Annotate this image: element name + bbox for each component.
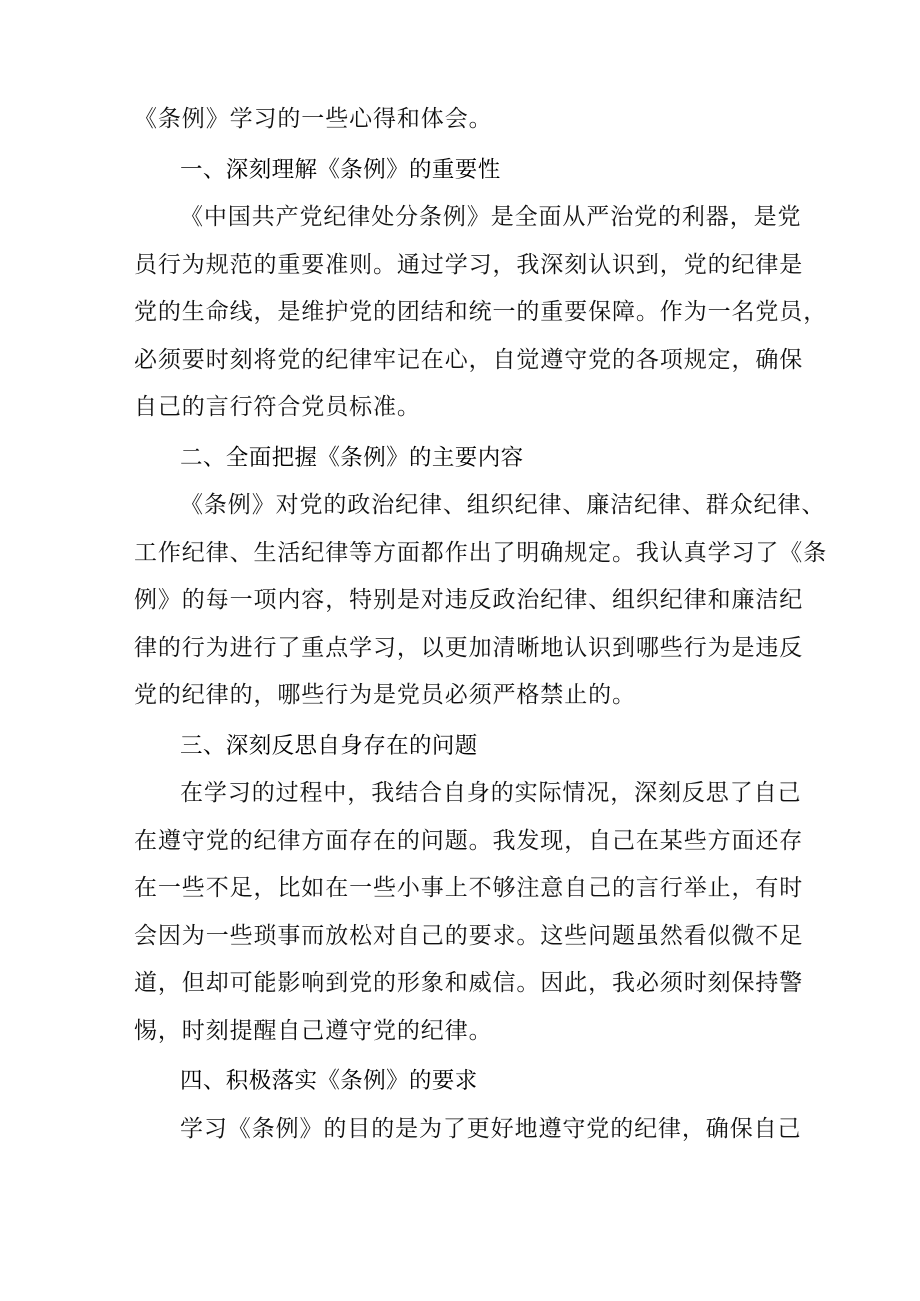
- paragraph-line: 会因为一些琐事而放松对自己的要求。这些问题虽然看似微不足: [134, 922, 804, 949]
- section-heading-1: 一、深刻理解《条例》的重要性: [180, 156, 501, 183]
- section-2-paragraph: [134, 482, 828, 720]
- paragraph-line: 在学习的过程中，我结合自身的实际情况，深刻反思了自己: [180, 780, 802, 806]
- paragraph-line: 员行为规范的重要准则。通过学习，我深刻认识到，党的纪律是: [134, 251, 804, 278]
- section-heading-3: 三、深刻反思自身存在的问题: [180, 732, 478, 759]
- paragraph-line: 必须要时刻将党的纪律牢记在心，自觉遵守党的各项规定，确保: [134, 346, 804, 373]
- paragraph-line: 党的生命线，是维护党的团结和统一的重要保障。作为一名党员，: [134, 299, 828, 325]
- paragraph-line: 律的行为进行了重点学习，以更加清晰地认识到哪些行为是违反: [134, 634, 804, 661]
- paragraph-line: 学习《条例》的目的是为了更好地遵守党的纪律，确保自己: [180, 1115, 802, 1142]
- section-heading-4: 四、积极落实《条例》的要求: [180, 1068, 478, 1094]
- paragraph-line: 《中国共产党纪律处分条例》是全面从严治党的利器，是党: [180, 204, 802, 230]
- paragraph-line: 例》的每一项内容，特别是对违反政治纪律、组织纪律和廉洁纪: [134, 587, 804, 613]
- paragraph-line: 道，但却可能影响到党的形象和威信。因此，我必须时刻保持警: [134, 970, 804, 996]
- paragraph-line: 在遵守党的纪律方面存在的问题。我发现，自己在某些方面还存: [134, 827, 804, 854]
- paragraph-line: 《条例》对党的政治纪律、组织纪律、廉洁纪律、群众纪律、: [180, 492, 826, 518]
- section-4-paragraph: [134, 1106, 802, 1154]
- section-1-paragraph: [134, 194, 828, 432]
- paragraph-line: 工作纪律、生活纪律等方面都作出了明确规定。我认真学习了《条: [134, 539, 828, 566]
- paragraph-line: 在一些不足，比如在一些小事上不够注意自己的言行举止，有时: [134, 875, 804, 901]
- intro-paragraph-line: 《条例》学习的一些心得和体会。: [134, 106, 493, 132]
- section-heading-2: 二、全面把握《条例》的主要内容: [180, 444, 524, 471]
- paragraph-line: 惕，时刻提醒自己遵守党的纪律。: [134, 1017, 493, 1044]
- section-3-paragraph: [134, 770, 804, 1055]
- paragraph-line: 自己的言行符合党员标准。: [134, 394, 421, 420]
- paragraph-line: 党的纪律的，哪些行为是党员必须严格禁止的。: [134, 682, 636, 708]
